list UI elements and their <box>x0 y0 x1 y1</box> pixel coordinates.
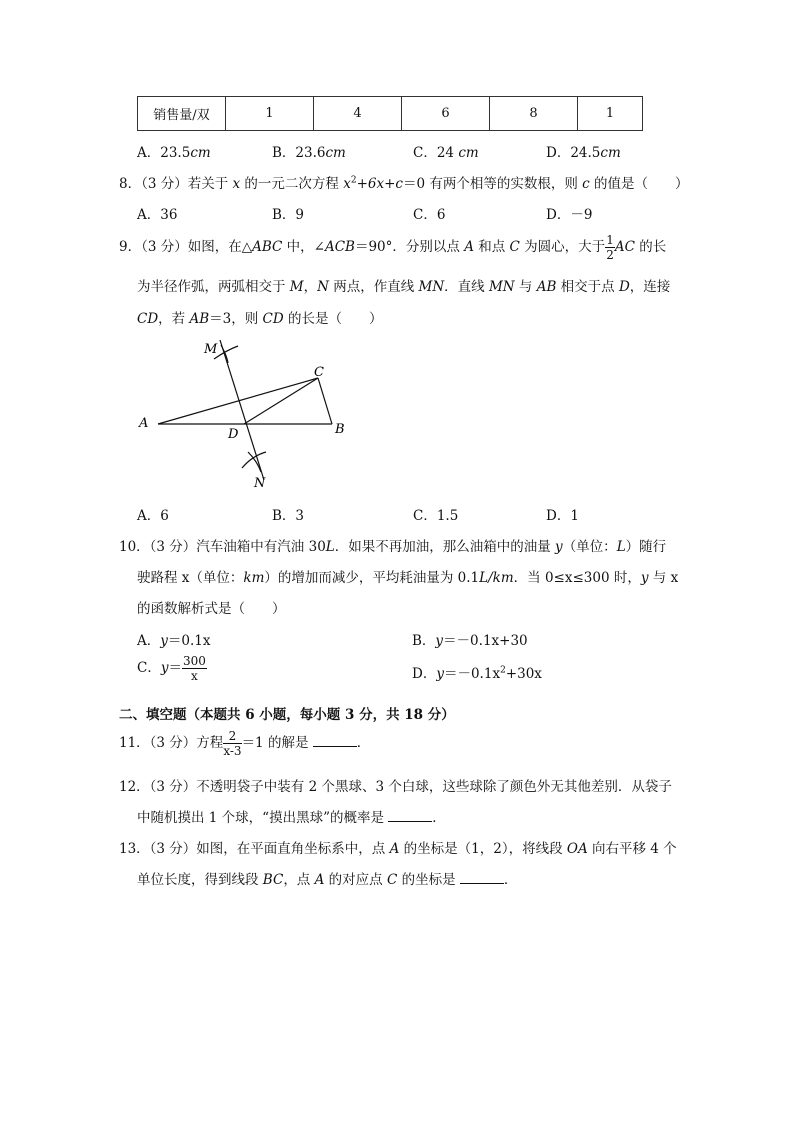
label-c: C <box>314 365 324 380</box>
question-9-line-1: 9．（3 分）如图，在△ABC 中，∠ACB＝90°．分别以点 A 和点 C 为圆心，大于 $\frac{1}{2}$ AC 的长 <box>119 233 667 262</box>
table-cell: 6 <box>402 97 490 131</box>
fraction-300-over-x: $\frac{300}{x}$ <box>182 654 206 683</box>
segment-cd <box>244 378 318 424</box>
segment-ac <box>158 378 318 424</box>
q10-option-d: D．$y=-0.1x^2+30x$ <box>412 665 542 682</box>
answer-blank[interactable] <box>388 809 432 822</box>
q10-option-a: A．y＝0.1x <box>137 633 211 649</box>
arc-bottom-1 <box>242 452 266 468</box>
q10-option-b: B．y＝－0.1x+30 <box>412 633 528 649</box>
q9-option-a: A．6 <box>137 508 169 524</box>
q8-option-c: C．6 <box>413 207 446 223</box>
unit: cm <box>190 145 211 161</box>
q8-option-b: B．9 <box>272 207 305 223</box>
unit: cm <box>458 145 479 161</box>
q9-option-d: D．1 <box>546 508 579 524</box>
line-mn <box>220 340 264 480</box>
sales-table <box>137 96 643 131</box>
q9-option-b: B．3 <box>272 508 305 524</box>
label-n: N <box>254 476 266 491</box>
answer-blank[interactable] <box>460 871 504 884</box>
question-10-line-1: 10．（3 分）汽车油箱中有汽油 30L．如果不再加油，那么油箱中的油量 y（单位：L）随行 <box>119 539 667 555</box>
question-9-line-2: 为半径作弧，两弧相交于 M，N 两点，作直线 MN．直线 MN 与 AB 相交于点 D，连接 <box>137 279 671 295</box>
triangle-construction-figure <box>130 335 370 495</box>
table-cell: 4 <box>314 97 402 131</box>
q7-option-d <box>546 141 621 161</box>
q7-option-a <box>137 141 211 161</box>
table-row <box>138 97 643 131</box>
q9-option-c: C．1.5 <box>413 508 459 524</box>
label-a: A <box>139 416 149 431</box>
question-8-stem: 8．（3 分）若关于 x 的一元二次方程 $x^2+6x+c=0$ 有两个相等的实数根，则 c 的值是（ ） <box>119 175 689 192</box>
fraction-one-half: $\frac{1}{2}$ <box>606 233 614 262</box>
unit: cm <box>600 145 621 161</box>
option-text: B．23.6 <box>272 145 326 161</box>
table-cell: 8 <box>490 97 578 131</box>
label-m: M <box>204 342 218 357</box>
q7-option-b <box>272 141 346 161</box>
q10-option-c: C．y＝ $\frac{300}{x}$ <box>137 654 206 683</box>
question-11: 11．（3 分）方程 $\frac{2}{x-3}$ ＝1 的解是 ． <box>119 729 371 758</box>
question-10-line-2: 驶路程 x（单位：km）的增加而减少，平均耗油量为 0.1L/km．当 0≤x≤300 时，y 与 x <box>137 570 679 586</box>
question-13-line-1: 13．（3 分）如图，在平面直角坐标系中，点 A 的坐标是（1，2），将线段 OA 向右平移 4 个 <box>119 841 677 857</box>
question-13-line-2: 单位长度，得到线段 BC，点 A 的对应点 C 的坐标是 ． <box>137 872 518 888</box>
section-2-heading: 二、填空题（本题共 6 小题，每小题 3 分，共 18 分） <box>119 707 455 723</box>
q7-option-c <box>413 141 479 161</box>
label-d: D <box>228 427 239 442</box>
table-cell: 1 <box>578 97 643 131</box>
table-cell: 1 <box>226 97 314 131</box>
question-10-line-3: 的函数解析式是（ ） <box>137 601 286 617</box>
question-12-line-1: 12．（3 分）不透明袋子中装有 2 个黑球、3 个白球，这些球除了颜色外无其他差别．从袋子 <box>119 779 672 795</box>
fraction-2-over-x-minus-3: $\frac{2}{x-3}$ <box>223 729 242 758</box>
segment-cb <box>318 378 332 424</box>
answer-blank[interactable] <box>313 734 357 747</box>
q8-option-d: D．－9 <box>546 207 593 223</box>
unit: cm <box>325 145 346 161</box>
option-text: C．24 <box>413 145 459 161</box>
question-9-line-3: CD，若 AB＝3，则 CD 的长是（ ） <box>137 311 383 327</box>
label-b: B <box>335 422 345 437</box>
q8-option-a: A．36 <box>137 207 178 223</box>
option-text: D．24.5 <box>546 145 601 161</box>
option-text: A．23.5 <box>137 145 191 161</box>
table-header-cell: 销售量/双 <box>138 97 226 131</box>
question-12-line-2: 中随机摸出 1 个球，“摸出黑球”的概率是 ． <box>137 810 446 826</box>
